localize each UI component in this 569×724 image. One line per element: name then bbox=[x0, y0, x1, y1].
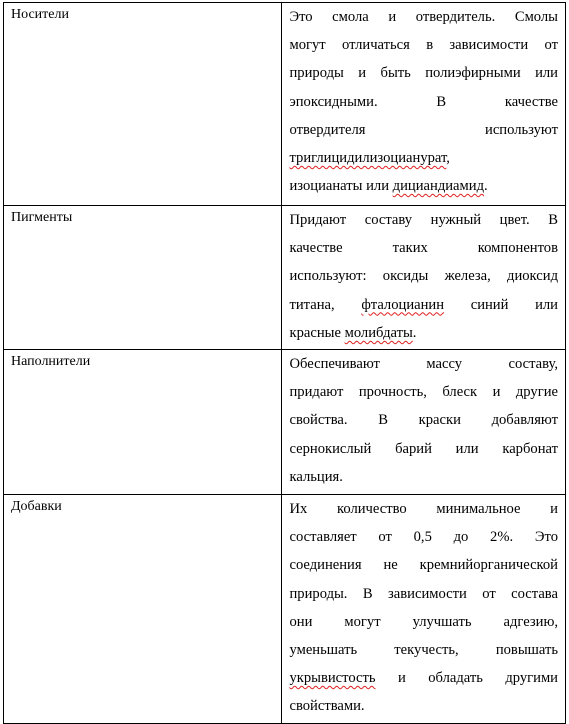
description-cell bbox=[282, 3, 566, 206]
description-line bbox=[289, 31, 558, 59]
term-cell bbox=[4, 350, 282, 495]
misspelled-word: дициандиамид bbox=[392, 178, 484, 195]
description-cell bbox=[282, 206, 566, 350]
table-row bbox=[4, 495, 566, 724]
description-line bbox=[289, 3, 558, 31]
text-segment: природы и быть полиэфирными или bbox=[289, 65, 558, 82]
text-segment: . bbox=[484, 178, 488, 195]
text-segment: кальция. bbox=[289, 468, 343, 485]
text-segment: природы. В зависимости от состава bbox=[289, 585, 558, 602]
text-segment: отвердителя используют bbox=[289, 121, 558, 138]
description-line bbox=[289, 435, 558, 463]
text-segment: используют: оксиды железа, диоксид bbox=[289, 268, 558, 285]
text-segment: , bbox=[446, 149, 450, 166]
description-cell bbox=[282, 350, 566, 495]
misspelled-word: укрывистость bbox=[289, 670, 376, 687]
description-line bbox=[289, 523, 558, 551]
description-line bbox=[289, 262, 558, 290]
text-segment: уменьшать текучесть, повышать bbox=[289, 641, 558, 658]
description-line bbox=[289, 319, 558, 347]
description-line bbox=[289, 234, 558, 262]
misspelled-word: триглицидилизоцианурат bbox=[289, 149, 447, 166]
text-segment: свойствами. bbox=[289, 698, 365, 715]
term-cell bbox=[4, 3, 282, 206]
term-label: Наполнители bbox=[11, 354, 91, 369]
term-label: Носители bbox=[11, 7, 69, 22]
description-line bbox=[289, 350, 558, 378]
term-cell bbox=[4, 206, 282, 350]
text-segment: титана, bbox=[289, 296, 362, 313]
text-segment: свойства. В краски добавляют bbox=[289, 412, 558, 429]
description-line bbox=[289, 88, 558, 116]
description-line bbox=[289, 116, 558, 144]
misspelled-word: фталоцианин bbox=[361, 296, 445, 313]
text-segment: могут отличаться в зависимости от bbox=[289, 37, 558, 54]
text-segment: Это смола и отвердитель. Смолы bbox=[289, 9, 558, 25]
text-segment: эпоксидными. В качестве bbox=[289, 93, 558, 110]
term-cell bbox=[4, 495, 282, 724]
description-line bbox=[289, 59, 558, 87]
description-cell bbox=[282, 495, 566, 724]
description-line bbox=[289, 206, 558, 234]
text-segment: Придают составу нужный цвет. В bbox=[289, 212, 558, 228]
text-segment: красные bbox=[289, 324, 345, 341]
text-segment: составляет от 0,5 до 2%. Это bbox=[289, 529, 558, 546]
description-line bbox=[289, 692, 558, 720]
text-segment: Их количество минимальное и bbox=[289, 501, 558, 517]
term-label: Добавки bbox=[11, 499, 62, 514]
description-line bbox=[289, 406, 558, 434]
description-line bbox=[289, 580, 558, 608]
text-segment: Обеспечивают массу составу, bbox=[289, 356, 558, 372]
description-line bbox=[289, 551, 558, 579]
misspelled-word: молибдаты bbox=[344, 324, 413, 341]
description-line bbox=[289, 378, 558, 406]
description-line bbox=[289, 495, 558, 523]
text-segment: и обладать другими bbox=[375, 670, 558, 687]
term-label: Пигменты bbox=[11, 210, 73, 225]
components-table bbox=[3, 2, 566, 724]
description-line bbox=[289, 172, 558, 200]
text-segment: придают прочность, блеск и другие bbox=[289, 384, 558, 401]
description-line bbox=[289, 664, 558, 692]
text-segment: сернокислый барий или карбонат bbox=[289, 440, 558, 457]
text-segment: соединения не кремнийорганической bbox=[289, 557, 558, 574]
table-row bbox=[4, 350, 566, 495]
table-row bbox=[4, 3, 566, 206]
description-line bbox=[289, 608, 558, 636]
text-segment: они могут улучшать адгезию, bbox=[289, 613, 558, 630]
text-segment: качестве таких компонентов bbox=[289, 240, 558, 257]
description-line bbox=[289, 291, 558, 319]
table-row bbox=[4, 206, 566, 350]
text-segment: изоцианаты или bbox=[289, 178, 393, 195]
description-line bbox=[289, 463, 558, 491]
text-segment: . bbox=[412, 324, 417, 341]
text-segment: синий или bbox=[444, 296, 558, 313]
description-line bbox=[289, 144, 558, 172]
description-line bbox=[289, 636, 558, 664]
